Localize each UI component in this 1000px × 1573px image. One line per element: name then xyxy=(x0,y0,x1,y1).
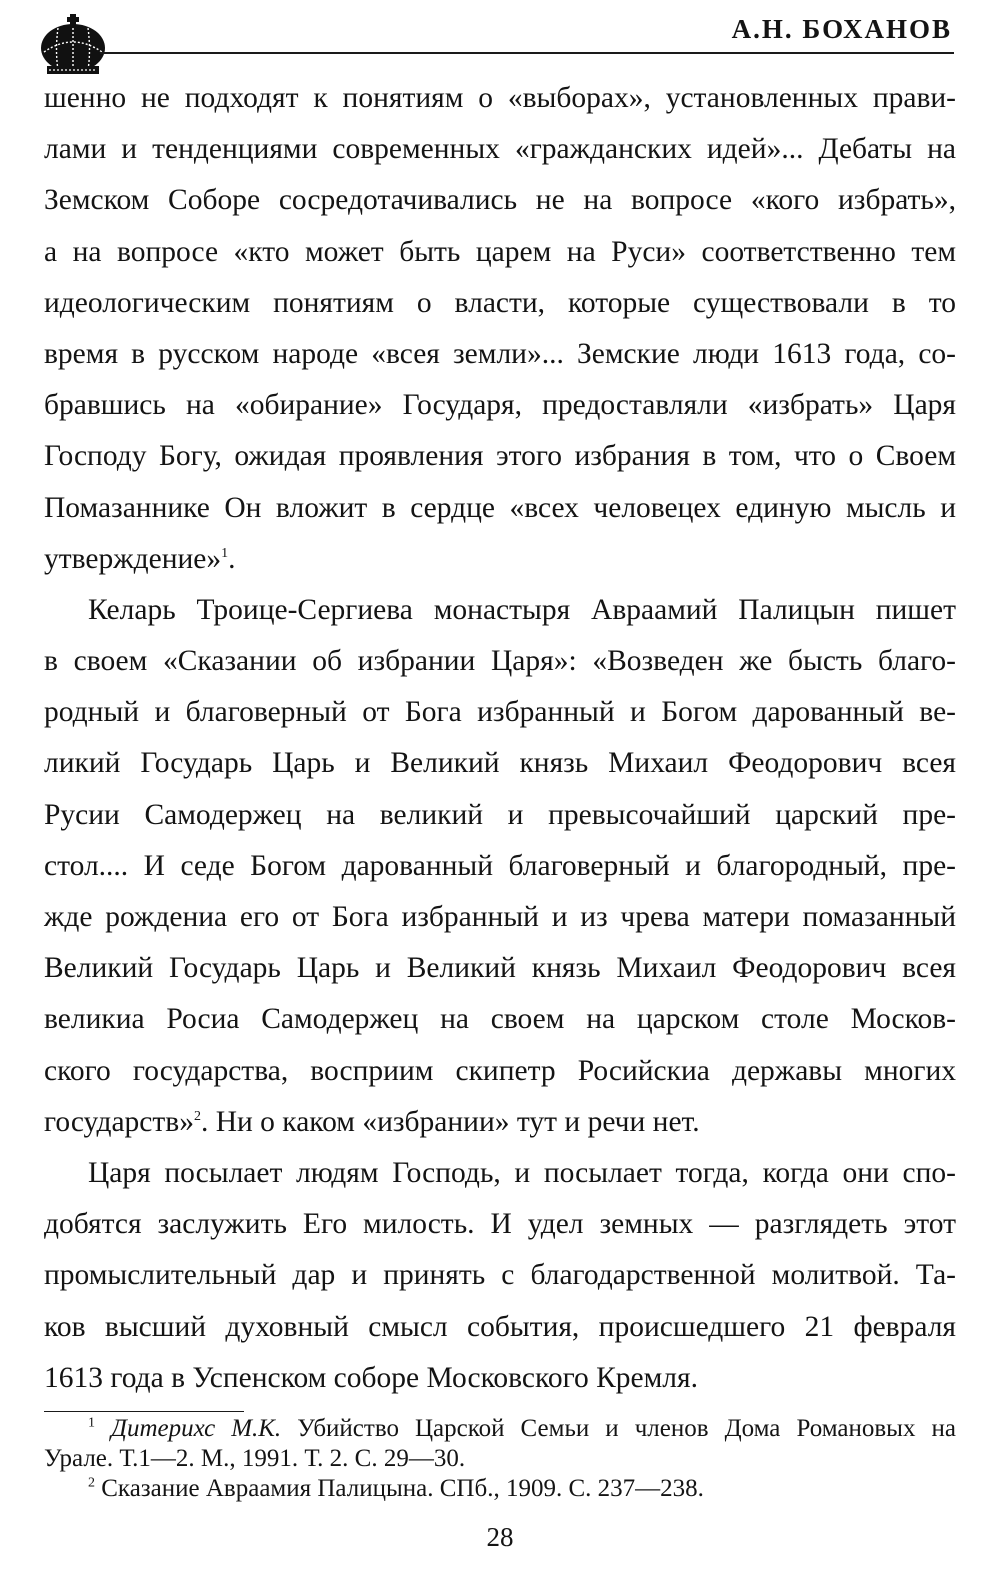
footnote-author: Дитерихс М.К. xyxy=(111,1415,282,1442)
text-line: стол.... И седе Богом дарованный благоверный и благородный, пре- xyxy=(44,849,956,882)
paragraph-1 xyxy=(44,73,956,585)
text-line: Земском Соборе сосредотачивались не на вопросе «кого избрать», xyxy=(44,184,956,217)
text: . xyxy=(228,542,236,575)
text-line: шенно не подходят к понятиям о «выборах», установленных прави- xyxy=(44,82,956,114)
text-line: Помазаннике Он вложит в сердце «всех человецех единую мысль и xyxy=(44,491,956,524)
text: . Ни о каком «избрании» тут и речи нет. xyxy=(200,1105,700,1138)
footnote-1 xyxy=(44,1414,956,1444)
text-line: Русии Самодержец на великий и превысочайший царский пре- xyxy=(44,798,956,831)
footnote-text: Убийство Царской Семьи и членов Дома Романовых на xyxy=(281,1415,956,1442)
text-line: Келарь Троице-Сергиева монастыря Авраамий Палицын пишет xyxy=(88,593,956,626)
text-line: великиа Росиа Самодержец на своем на царском столе Москов- xyxy=(44,1003,956,1036)
text-line: бравшись на «обирание» Государя, предоставляли «избрать» Царя xyxy=(44,389,956,422)
text-line: промыслительный дар и принять с благодарственной молитвой. Та- xyxy=(44,1259,956,1292)
text: государств» xyxy=(44,1105,194,1138)
body-text xyxy=(44,73,956,1404)
text-line-last xyxy=(44,1097,956,1148)
text-line: Великий Государь Царь и Великий князь Михаил Феодорович всея xyxy=(44,952,956,985)
text-line: ликий Государь Царь и Великий князь Михаил Феодорович всея xyxy=(44,747,956,780)
text-line: родный и благоверный от Бога избранный и Богом дарованный ве- xyxy=(44,696,956,729)
footnote-mark: 1 xyxy=(88,1415,95,1431)
text-line: идеологическим понятиям о власти, которые существовали в то xyxy=(44,286,956,319)
text-line: Господу Богу, ожидая проявления этого избрания в том, что о Своем xyxy=(44,440,956,473)
text-line: добятся заслужить Его милость. И удел земных — разглядеть этот xyxy=(44,1208,956,1241)
footnotes xyxy=(44,1414,956,1504)
footnote-ref-1[interactable]: 1 xyxy=(221,545,229,561)
footnote-1-cont: Урале. Т.1—2. М., 1991. Т. 2. С. 29—30. xyxy=(44,1445,466,1472)
text-line: а на вопросе «кто может быть царем на Руси» соответственно тем xyxy=(44,235,956,268)
text-line: лами и тенденциями современных «гражданских идей»... Дебаты на xyxy=(44,133,956,166)
text-line: время в русском народе «всея земли»... Земские люди 1613 года, со- xyxy=(44,337,956,370)
footnote-ref-2[interactable]: 2 xyxy=(193,1108,201,1124)
header-rule xyxy=(100,52,954,54)
text-line-last: 1613 года в Успенском соборе Московского Кремля. xyxy=(44,1361,698,1394)
footnote-mark: 2 xyxy=(88,1475,95,1491)
text: утверждение» xyxy=(44,542,222,575)
footnote-rule xyxy=(44,1411,244,1412)
crown-icon xyxy=(38,12,108,76)
text-line: в своем «Сказании об избрании Царя»: «Возведен же бысть благо- xyxy=(44,645,956,678)
text-line-last xyxy=(44,534,956,585)
text-line: ков высший духовный смысл события, происшедшего 21 февраля xyxy=(44,1310,956,1343)
text-line: жде рождениа его от Бога избранный и из чрева матери помазанный xyxy=(44,901,956,933)
footnote-text: Сказание Авраамия Палицына. СПб., 1909. С. 237—238. xyxy=(101,1475,704,1502)
text-line: Царя посылает людям Господь, и посылает тогда, когда они спо- xyxy=(88,1156,956,1189)
text-line: ского государства, восприим скипетр Росийскиа державы многих xyxy=(44,1054,956,1087)
running-head-author: А.Н. БОХАНОВ xyxy=(731,14,952,44)
paragraph-3 xyxy=(44,1148,956,1404)
page-number: 28 xyxy=(486,1522,514,1552)
paragraph-2 xyxy=(44,585,956,1148)
footnote-2 xyxy=(44,1474,956,1504)
